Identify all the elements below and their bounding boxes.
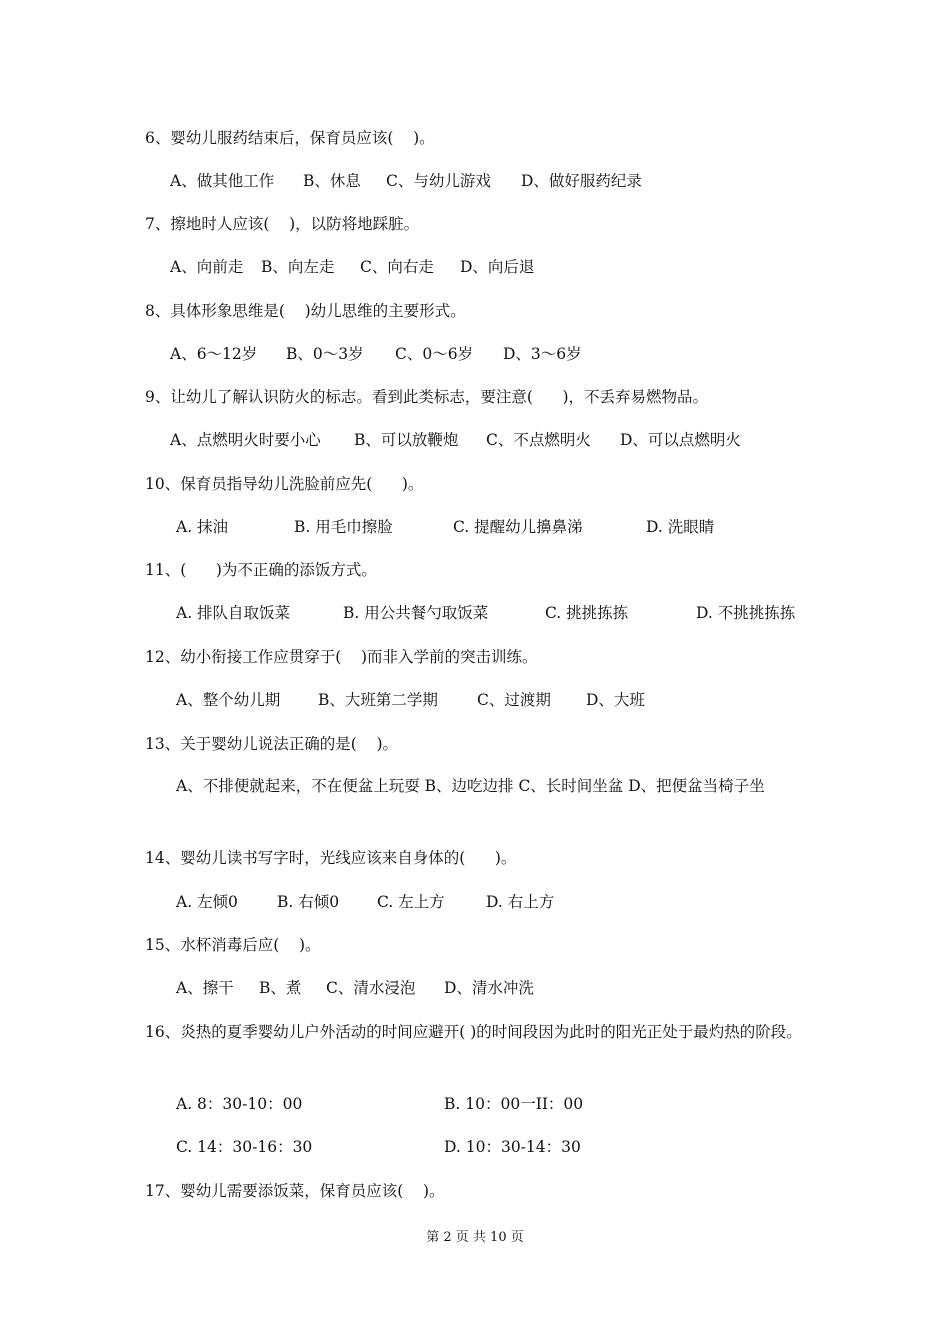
option-c: C. 提醒幼儿擤鼻涕	[453, 518, 583, 536]
question-13: 13、关于婴幼儿说法正确的是( )。	[145, 735, 399, 753]
question-10: 10、保育员指导幼儿洗脸前应先( )。	[145, 475, 424, 493]
option-d: D. 洗眼睛	[646, 518, 715, 536]
option-b: B. 用毛巾擦脸	[294, 518, 393, 536]
option-c: C、清水浸泡	[326, 979, 416, 997]
option-c: C. 左上方	[377, 893, 445, 911]
option-c: C、0～6岁	[395, 345, 474, 363]
option-b: B、0～3岁	[286, 345, 364, 363]
option-d: D、做好服药纪录	[521, 172, 642, 190]
option-b: B. 右倾0	[277, 893, 340, 911]
option-a: A. 排队自取饭菜	[176, 604, 291, 622]
question-6: 6、婴幼儿服药结束后，保育员应该( )。	[145, 129, 435, 147]
option-a: A. 抹油	[176, 518, 229, 536]
question-8: 8、具体形象思维是( )幼儿思维的主要形式。	[145, 302, 466, 320]
option-b: B、向左走	[261, 258, 335, 276]
option-b: B、可以放鞭炮	[354, 431, 459, 449]
option-b: B、休息	[303, 172, 361, 190]
option-b: B、大班第二学期	[318, 691, 438, 709]
option-d: D. 不挑挑拣拣	[696, 604, 796, 622]
option-c: C、与幼儿游戏	[386, 172, 491, 190]
option-d: D. 右上方	[486, 893, 555, 911]
option-c: C. 挑挑拣拣	[545, 604, 629, 622]
option-d: D. 10：30-14：30	[444, 1138, 581, 1156]
option-c: C、向右走	[360, 258, 434, 276]
option-d: D、清水冲洗	[444, 979, 534, 997]
option-a: A、擦干	[176, 979, 234, 997]
option-c: C、过渡期	[477, 691, 551, 709]
option-b: B、煮	[259, 979, 302, 997]
option-c: C、不点燃明火	[486, 431, 591, 449]
option-a: A、6～12岁	[170, 345, 258, 363]
option-c: C. 14：30-16：30	[176, 1138, 313, 1156]
option-a: A、点燃明火时要小心	[170, 431, 321, 449]
option-b: B. 10：00一II：00	[444, 1095, 584, 1113]
question-7: 7、擦地时人应该( )，以防将地踩脏。	[145, 215, 420, 233]
question-12: 12、幼小衔接工作应贯穿于( )而非入学前的突击训练。	[145, 648, 538, 666]
question-11: 11、( )为不正确的添饭方式。	[145, 561, 377, 579]
page-footer: 第 2 页 共 10 页	[426, 1230, 524, 1245]
option-d: D、可以点燃明火	[620, 431, 741, 449]
question-9: 9、让幼儿了解认识防火的标志。看到此类标志，要注意( )，不丢弃易燃物品。	[145, 388, 709, 406]
option-a: A、向前走	[170, 258, 244, 276]
question-15: 15、水杯消毒后应( )。	[145, 936, 321, 954]
option-a: A、做其他工作	[170, 172, 275, 190]
option-a: A、整个幼儿期	[176, 691, 281, 709]
option-a: A. 左倾0	[176, 893, 238, 911]
option-a: A. 8：30-10：00	[176, 1095, 303, 1113]
question-17: 17、婴幼儿需要添饭菜，保育员应该( )。	[145, 1182, 445, 1200]
option-b: B. 用公共餐勺取饭菜	[343, 604, 489, 622]
question-13-options: A、不排便就起来，不在便盆上玩耍 B、边吃边排 C、长时间坐盆 D、把便盆当椅子坐	[176, 777, 765, 795]
option-d: D、大班	[586, 691, 645, 709]
question-14: 14、婴幼儿读书写字时，光线应该来自身体的( )。	[145, 849, 517, 867]
option-d: D、向后退	[460, 258, 535, 276]
question-16: 16、炎热的夏季婴幼儿户外活动的时间应避开( )的时间段因为此时的阳光正处于最灼热的阶段。	[145, 1023, 802, 1041]
option-d: D、3～6岁	[503, 345, 582, 363]
